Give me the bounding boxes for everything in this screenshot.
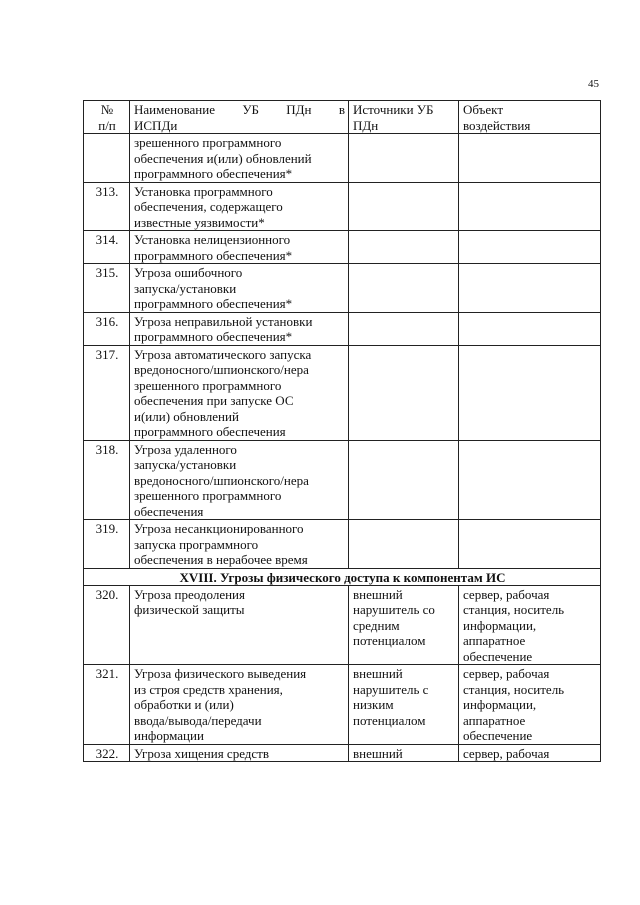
row-number-text: 320. (95, 586, 119, 602)
header-source-line: Источники УБ (353, 102, 434, 117)
threat-name-line: программного обеспечения (134, 424, 286, 439)
threat-name-line: вредоносного/шпионского/нера (134, 362, 309, 377)
row-number (84, 182, 130, 231)
impact-object (459, 134, 601, 183)
threat-source (349, 264, 459, 313)
threat-name-line: вредоносного/шпионского/нера (134, 472, 309, 488)
section-title: XVIII. Угрозы физического доступа к компонентам ИС (84, 568, 601, 585)
section-body (84, 568, 601, 585)
threat-source (349, 134, 459, 183)
header-object-line: Объект (463, 102, 503, 117)
header-name-word: в (338, 102, 345, 117)
header-num-line: № (100, 102, 114, 117)
threat-name-line: зрешенного программного (134, 135, 282, 150)
page-number: 45 (588, 78, 599, 90)
impact-object (459, 520, 601, 569)
header-source-line: ПДн (353, 117, 379, 133)
impact-object-line: информации, (463, 617, 537, 633)
header-num-line: п/п (98, 117, 116, 133)
threat-source-line: внешний (353, 745, 403, 761)
table-row (84, 345, 601, 440)
threat-source (349, 231, 459, 264)
threat-name (130, 440, 349, 520)
threat-name (130, 264, 349, 313)
threats-table (83, 100, 601, 762)
threat-name (130, 312, 349, 345)
threat-name (130, 345, 349, 440)
header-object (459, 101, 601, 134)
threat-source-line: нарушитель с (353, 681, 429, 697)
row-number (84, 585, 130, 665)
impact-object (459, 345, 601, 440)
threat-name-line: и(или) обновлений (134, 408, 239, 424)
impact-object-line: сервер, рабочая (463, 586, 550, 602)
row-number (84, 312, 130, 345)
header-num (84, 101, 130, 134)
threat-source (349, 440, 459, 520)
threat-source-line: внешний (353, 666, 403, 681)
threat-name-line: запуска/установки (134, 280, 237, 296)
table-row (84, 520, 601, 569)
table-row (84, 665, 601, 745)
threat-name-line: программного обеспечения* (134, 329, 293, 344)
threat-name (130, 182, 349, 231)
threat-source (349, 665, 459, 745)
threat-name-line: обеспечения в нерабочее время (134, 552, 308, 567)
threat-name (130, 520, 349, 569)
impact-object (459, 182, 601, 231)
threat-name (130, 231, 349, 264)
threat-name-line: информации (134, 728, 204, 743)
threat-name-line: обеспечения (134, 503, 204, 519)
threat-source (349, 744, 459, 762)
impact-object (459, 312, 601, 345)
table-row (84, 134, 601, 183)
impact-object-line: станция, носитель (463, 602, 565, 617)
threat-name-line: запуска/установки (134, 457, 237, 472)
threat-name-line: зрешенного программного (134, 377, 282, 393)
table-header-row (84, 101, 601, 134)
impact-object-line: информации, (463, 697, 537, 712)
header-source (349, 101, 459, 134)
threat-name-line: из строя средств хранения, (134, 681, 283, 697)
threat-source (349, 585, 459, 665)
impact-object-line: сервер, рабочая (463, 745, 550, 761)
threat-name (130, 585, 349, 665)
threat-name (130, 665, 349, 745)
impact-object (459, 744, 601, 762)
threat-name (130, 744, 349, 762)
header-name-word: Наименование (134, 102, 215, 117)
impact-object-line: аппаратное (463, 633, 526, 648)
row-number-text: 322. (95, 745, 119, 761)
table-body (84, 134, 601, 569)
row-number-text: 318. (95, 441, 119, 457)
impact-object-line: станция, носитель (463, 681, 565, 697)
threat-name-line: Угроза несанкционированного (134, 521, 304, 536)
row-number (84, 134, 130, 183)
threat-name-line: Угроза хищения средств (134, 745, 270, 761)
threat-name-line: программного обеспечения* (134, 247, 293, 263)
threat-source (349, 182, 459, 231)
header-name-line: ИСПДи (134, 117, 178, 133)
threat-name-line: обеспечения при запуске ОС (134, 393, 294, 408)
threat-name-line: Угроза автоматического запуска (134, 346, 312, 362)
row-number (84, 231, 130, 264)
threat-source-line: низким (353, 697, 394, 712)
table-row (84, 231, 601, 264)
row-number-text: 313. (95, 183, 119, 199)
row-number (84, 744, 130, 762)
header-object-line: воздействия (463, 117, 531, 133)
row-number-text: 321. (95, 666, 119, 681)
threat-source (349, 520, 459, 569)
impact-object-line: обеспечение (463, 728, 533, 743)
threat-source (349, 345, 459, 440)
threat-name-line: известные уязвимости* (134, 214, 265, 230)
row-number-text: 315. (95, 265, 119, 280)
threat-name-line: Угроза ошибочного (134, 265, 243, 280)
header-name-word: ПДн (286, 102, 312, 117)
impact-object (459, 585, 601, 665)
row-number (84, 440, 130, 520)
threat-name-line: обеспечения, содержащего (134, 199, 283, 214)
threat-source-line: потенциалом (353, 633, 426, 648)
threat-name-line: Установка программного (134, 183, 273, 199)
threat-name-line: Угроза физического выведения (134, 666, 307, 681)
threat-source (349, 312, 459, 345)
table-row (84, 440, 601, 520)
threat-source-line: внешний (353, 586, 403, 602)
table-row (84, 744, 601, 762)
impact-object (459, 665, 601, 745)
threat-name-line: Угроза преодоления (134, 586, 245, 602)
table-row (84, 585, 601, 665)
threat-name-line: запуска программного (134, 536, 259, 552)
row-number-text: 317. (95, 346, 119, 362)
threat-name-line: Угроза неправильной установки (134, 313, 313, 329)
row-number (84, 520, 130, 569)
threat-name-line: обеспечения и(или) обновлений (134, 150, 312, 166)
impact-object-line: обеспечение (463, 648, 533, 664)
row-number-text: 316. (95, 313, 119, 329)
impact-object (459, 264, 601, 313)
threat-name-line: ввода/вывода/передачи (134, 712, 262, 728)
threat-source-line: средним (353, 617, 400, 633)
row-number (84, 665, 130, 745)
table-row (84, 312, 601, 345)
header-name-word: УБ (242, 102, 259, 117)
impact-object-line: аппаратное (463, 712, 526, 728)
threat-name-line: программного обеспечения* (134, 296, 293, 311)
threat-name-line: Установка нелицензионного (134, 232, 291, 247)
threat-name-line: физической защиты (134, 602, 245, 617)
threat-name-line: Угроза удаленного (134, 441, 237, 457)
threat-name-line: программного обеспечения* (134, 166, 293, 181)
impact-object (459, 440, 601, 520)
header-name (130, 101, 349, 134)
impact-object-line: сервер, рабочая (463, 666, 550, 681)
threat-name (130, 134, 349, 183)
row-number (84, 264, 130, 313)
row-number (84, 345, 130, 440)
table-body-physical (84, 585, 601, 762)
row-number-text: 319. (95, 521, 119, 536)
threat-source-line: нарушитель со (353, 602, 435, 617)
threat-name-line: зрешенного программного (134, 488, 282, 503)
threat-source-line: потенциалом (353, 712, 426, 728)
table-row (84, 264, 601, 313)
table-row (84, 182, 601, 231)
impact-object (459, 231, 601, 264)
row-number-text: 314. (95, 232, 119, 247)
section-row (84, 568, 601, 585)
threat-name-line: обработки и (или) (134, 697, 234, 712)
